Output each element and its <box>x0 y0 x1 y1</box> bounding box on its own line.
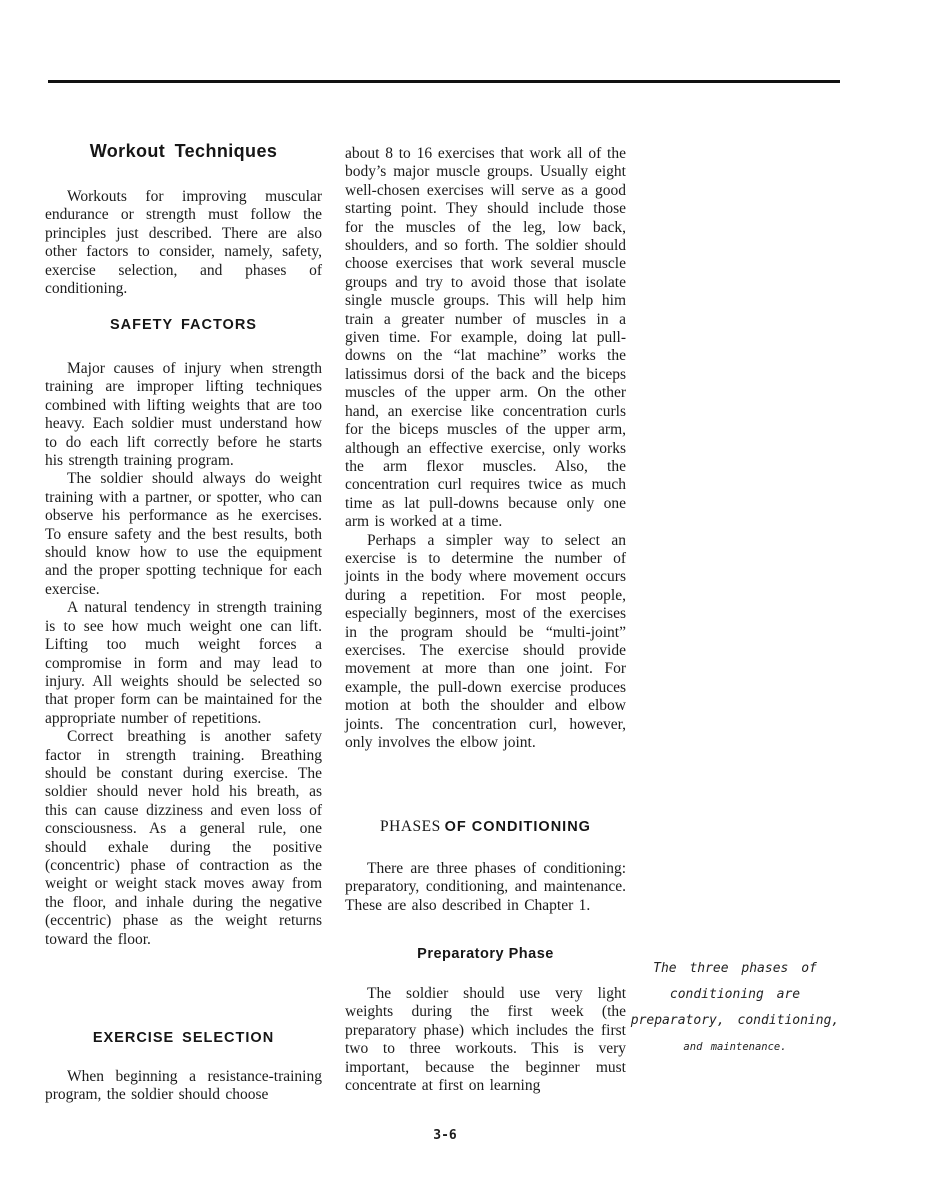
header-rule <box>48 80 840 83</box>
continuation-paragraph: about 8 to 16 exercises that work all of the body’s major muscle groups. Usually eight well-chosen exercises will serve as a good starting point. They should include those for the muscles of the leg, low back, shoulders, and so forth. The soldier should choose exercises that work several muscle groups and try to avoid those that isolate single muscle groups. This will help him train a greater number of muscles in a given time. For example, doing lat pull-downs on the “lat machine” works the latissimus dorsi of the back and the biceps muscles of the upper arm. On the other hand, an exercise like concentration curls for the biceps muscles of the upper arm, although an effective exercise, only works the arm flexor muscles. Also, the concentration curl requires twice as much time as lat pull-downs because only one arm is worked at a time. <box>345 145 626 531</box>
phases-heading-main: OF CONDITIONING <box>444 819 591 835</box>
safety-factors-heading: SAFETY FACTORS <box>110 317 257 333</box>
margin-note-line: The three phases of <box>653 961 817 976</box>
safety-factors-section <box>45 317 322 949</box>
phases-of-conditioning-section <box>345 818 626 915</box>
safety-paragraph-3: A natural tendency in strength training is to see how much weight one can lift. Lifting too much weight forces a compromise in form and may lead to injury. All weights should be selected so that proper form can be maintained for the appropriate number of repetitions. <box>45 599 322 727</box>
safety-paragraph-1: Major causes of injury when strength training are improper lifting techniques combined with lifting weights that are too heavy. Each soldier must understand how to do each lift correctly before he starts his strength training program. <box>45 360 322 470</box>
page-number: 3-6 <box>433 1128 457 1143</box>
right-column-text-block <box>345 145 626 752</box>
intro-paragraph: Workouts for improving muscular endurance or strength must follow the principles just described. There are also other factors to consider, namely, safety, exercise selection, and phases of conditioning. <box>45 188 322 298</box>
margin-note <box>626 956 844 1060</box>
exercise-selection-section <box>45 1030 322 1105</box>
phases-heading-prefix: PHASES <box>380 818 441 835</box>
left-column-title-block <box>45 141 322 298</box>
safety-paragraph-2: The soldier should always do weight training with a partner, or spotter, who can observe his performance as he exercises. To ensure safety and the best results, both should know how to use the equipment and the proper spotting technique for each exercise. <box>45 470 322 598</box>
margin-note-line: and maintenance. <box>683 1041 787 1053</box>
exercise-selection-paragraph: When beginning a resistance-training program, the soldier should choose <box>45 1068 322 1104</box>
page-title: Workout Techniques <box>89 141 278 161</box>
exercise-selection-heading: EXERCISE SELECTION <box>92 1030 275 1046</box>
preparatory-phase-section <box>345 946 626 1095</box>
phases-paragraph: There are three phases of conditioning: preparatory, conditioning, and maintenance. These are also described in Chapter 1. <box>345 860 626 914</box>
phases-heading <box>345 818 626 836</box>
safety-paragraph-4: Correct breathing is another safety factor in strength training. Breathing should be constant during exercise. The soldier should never hold his breath, as this can cause dizziness and even loss of consciousness. As a general rule, one should exhale during the positive (concentric) phase of contraction as the weight or weight stack moves away from the floor, and inhale during the negative (eccentric) phase as the weight returns toward the floor. <box>45 728 322 948</box>
preparatory-phase-paragraph: The soldier should use very light weights during the first week (the preparatory phase) which includes the first two to three workouts. This is very important, because the beginner must concentrate at first on learning <box>345 985 626 1095</box>
preparatory-phase-heading: Preparatory Phase <box>417 946 554 962</box>
margin-note-line: preparatory, conditioning, <box>630 1013 840 1028</box>
joints-paragraph: Perhaps a simpler way to select an exercise is to determine the number of joints in the body where movement occurs during a repetition. For most people, especially beginners, most of the exercises in the program should be “multi-joint” exercises. The exercise should provide movement at more than one joint. For example, the pull-down exercise produces motion at both the shoulder and elbow joints. The concentration curl, however, only involves the elbow joint. <box>345 531 626 751</box>
margin-note-line: conditioning are <box>669 987 801 1002</box>
